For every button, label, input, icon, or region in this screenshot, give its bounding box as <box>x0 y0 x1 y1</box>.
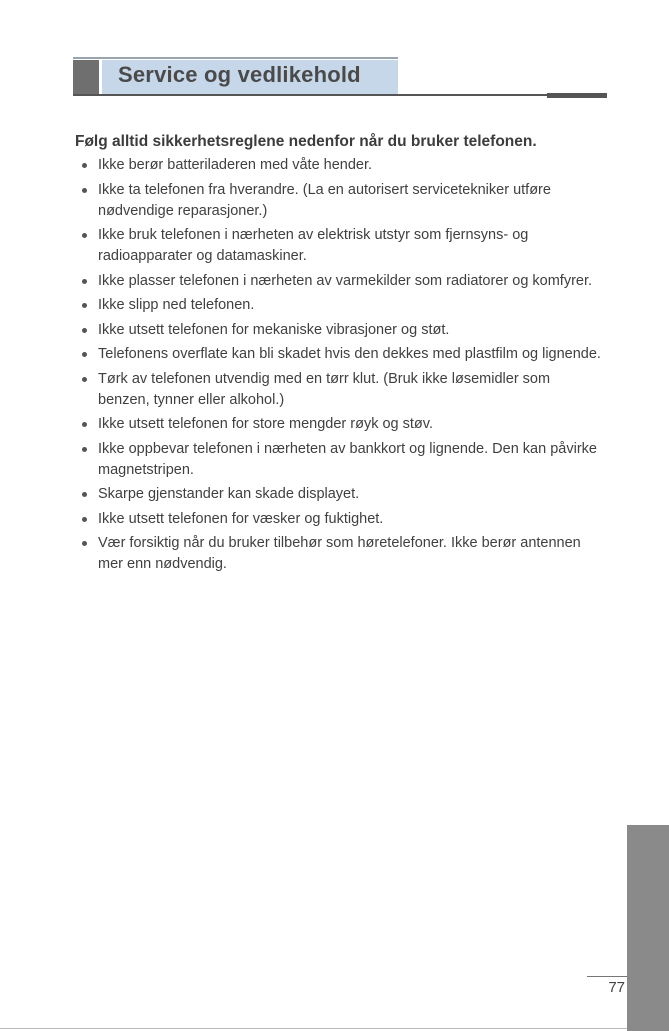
list-item <box>75 271 603 292</box>
list-item <box>75 509 603 530</box>
list-item-text: Vær forsiktig når du bruker tilbehør som høretelefoner. Ikke berør antennen mer enn nødvendig. <box>98 535 581 572</box>
safety-rules-list <box>75 155 603 579</box>
chapter-tab <box>627 825 669 1031</box>
list-item-text: Skarpe gjenstander kan skade displayet. <box>98 486 360 502</box>
bullet-icon <box>82 377 87 382</box>
list-item-text: Ikke berør batteriladeren med våte hender. <box>98 157 373 173</box>
page-number: 77 <box>608 979 625 996</box>
bullet-icon <box>82 188 87 193</box>
list-item-text: Ikke oppbevar telefonen i nærheten av bankkort og lignende. Den kan påvirke magnetstripen. <box>98 440 597 478</box>
list-item <box>75 225 603 267</box>
bullet-icon <box>82 303 87 308</box>
page-bottom-edge <box>0 1028 627 1029</box>
list-item <box>75 369 603 411</box>
bullet-icon <box>82 328 87 333</box>
section-header <box>73 57 398 95</box>
header-divider <box>73 94 607 96</box>
list-item-text: Ikke utsett telefonen for mekaniske vibrasjoner og støt. <box>98 321 450 338</box>
list-item <box>75 295 603 316</box>
bullet-icon <box>82 352 87 357</box>
bullet-icon <box>82 541 87 546</box>
header-marker <box>73 60 99 94</box>
page-number-rule <box>587 976 627 977</box>
page-title: Service og vedlikehold <box>118 62 361 87</box>
bullet-icon <box>82 422 87 427</box>
list-item-text: Ikke ta telefonen fra hverandre. (La en autorisert servicetekniker utføre nødvendige reparasjoner.) <box>98 181 551 219</box>
bullet-icon <box>82 233 87 238</box>
list-item <box>75 155 603 176</box>
header-divider-accent <box>547 93 607 98</box>
list-item <box>75 484 603 505</box>
list-item-text: Tørk av telefonen utvendig med en tørr klut. (Bruk ikke løsemidler som benzen, tynner eller alkohol.) <box>98 370 551 408</box>
list-item <box>75 533 603 575</box>
intro-text: Følg alltid sikkerhetsreglene nedenfor når du bruker telefonen. <box>75 133 537 150</box>
list-item-text: Ikke plasser telefonen i nærheten av varmekilder som radiatorer og komfyrer. <box>98 272 593 289</box>
list-item-text: Telefonens overflate kan bli skadet hvis den dekkes med plastfilm og lignende. <box>98 346 601 362</box>
bullet-icon <box>82 517 87 522</box>
list-item-text: Ikke slipp ned telefonen. <box>98 297 255 313</box>
list-item-text: Ikke bruk telefonen i nærheten av elektrisk utstyr som fjernsyns- og radioapparater og datamaskiner. <box>98 227 529 264</box>
bullet-icon <box>82 279 87 284</box>
list-item <box>75 320 603 341</box>
list-item <box>75 439 603 481</box>
list-item <box>75 180 603 222</box>
list-item <box>75 344 603 365</box>
list-item-text: Ikke utsett telefonen for store mengder røyk og støv. <box>98 416 433 432</box>
bullet-icon <box>82 163 87 168</box>
bullet-icon <box>82 492 87 497</box>
header-top-line <box>73 57 398 59</box>
list-item <box>75 414 603 435</box>
bullet-icon <box>82 447 87 452</box>
list-item-text: Ikke utsett telefonen for væsker og fuktighet. <box>98 510 384 527</box>
